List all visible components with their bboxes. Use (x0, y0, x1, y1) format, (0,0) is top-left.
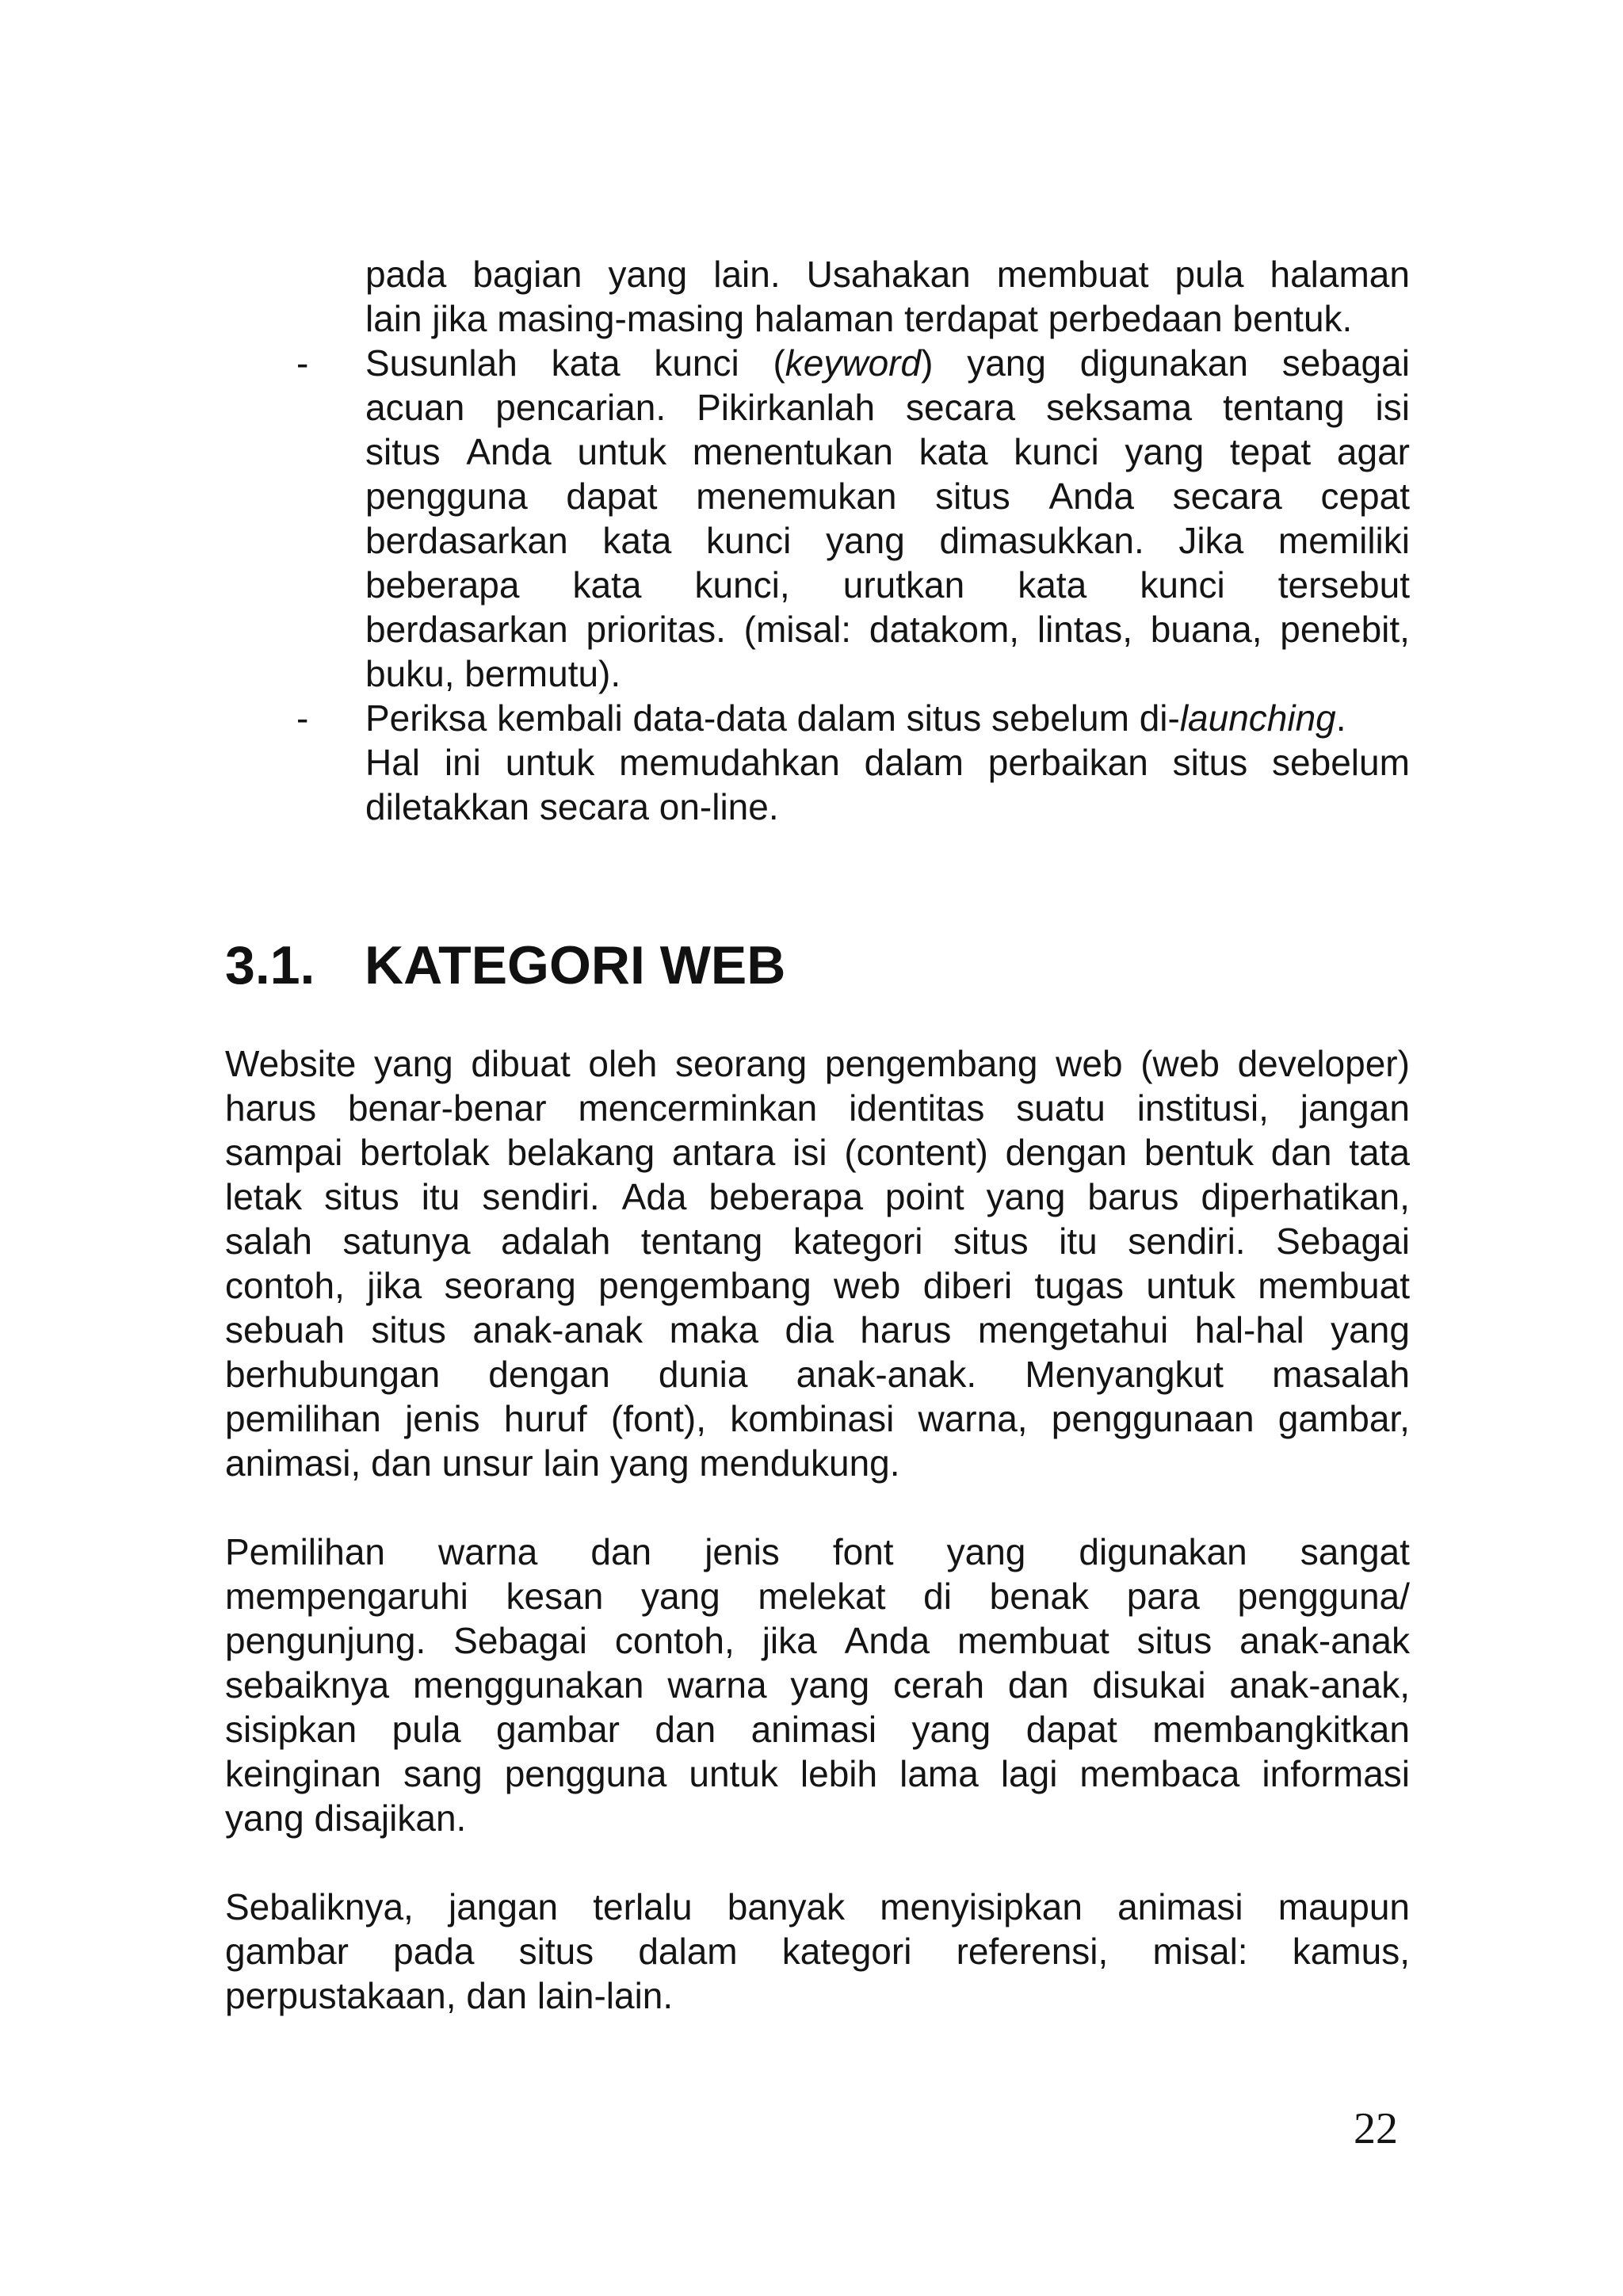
word: Pemilihan (225, 1531, 385, 1572)
word: digunakan (1079, 342, 1249, 384)
word: menyisipkan (880, 1886, 1083, 1927)
word: pada (393, 1931, 475, 1972)
word: berdasarkan (365, 520, 568, 561)
word: dan (590, 1531, 652, 1572)
word: web (1056, 1043, 1123, 1084)
word: kategori (792, 1221, 923, 1262)
word: anak-anak, (1229, 1664, 1410, 1706)
word: kunci (706, 520, 792, 561)
word: antara (671, 1132, 776, 1173)
word: pengguna (504, 1753, 667, 1794)
word: letak (225, 1176, 303, 1217)
word: buana, (1150, 609, 1262, 650)
word: isi (1375, 387, 1410, 428)
word: adalah (501, 1221, 611, 1262)
word: menggunakan (412, 1664, 644, 1706)
word: warna (438, 1531, 538, 1572)
word: anak-anak (1239, 1620, 1410, 1661)
word: dan (655, 1709, 716, 1750)
paragraph-line (225, 1263, 1410, 1308)
word: seksama (1046, 387, 1193, 428)
word: pemilihan (225, 1398, 381, 1439)
page-number: 22 (1354, 2104, 1398, 2153)
paragraph-line (225, 1530, 1410, 1574)
word: Pikirkanlah (697, 387, 876, 428)
word: Usahakan (806, 254, 971, 295)
bullet-line: diletakkan secara on-line. (365, 786, 779, 827)
word: maka (669, 1309, 759, 1350)
word: situs (1172, 742, 1248, 783)
word: huruf (503, 1398, 587, 1439)
word: secara (1172, 476, 1282, 517)
word: melekat (758, 1576, 886, 1617)
word: prioritas. (586, 609, 726, 650)
paragraph-line (225, 1219, 1410, 1263)
word: urutkan (842, 564, 965, 606)
word: informasi (1262, 1753, 1410, 1794)
word: (font), (610, 1398, 707, 1439)
word: yang (946, 1531, 1026, 1572)
word: sebelum (1272, 742, 1410, 783)
word: kategori (781, 1931, 912, 1972)
paragraph-line (225, 1352, 1410, 1396)
word: secara (906, 387, 1016, 428)
word: bentuk (1144, 1132, 1254, 1173)
word: benak (989, 1576, 1090, 1617)
word: benar-benar (347, 1087, 547, 1129)
word: developer) (1237, 1043, 1410, 1084)
word: jangan (1300, 1087, 1410, 1129)
word: animasi (750, 1709, 877, 1750)
bullet-line (365, 474, 1410, 518)
word: kata (1018, 564, 1087, 606)
word: anak-anak (472, 1309, 643, 1350)
word: institusi, (1136, 1087, 1269, 1129)
word: sampai (225, 1132, 343, 1173)
paragraph-line (225, 1396, 1410, 1441)
word: lagi (1000, 1753, 1058, 1794)
word: ini (444, 742, 481, 783)
word: untuk (577, 431, 666, 472)
section-title: KATEGORI WEB (365, 935, 786, 995)
word: beberapa (708, 1176, 863, 1217)
word: jenis (405, 1398, 480, 1439)
word: penebit, (1280, 609, 1410, 650)
word: kunci, (694, 564, 790, 606)
word: kata (918, 431, 988, 472)
word: Anda (1048, 476, 1134, 517)
word: Website (225, 1043, 357, 1084)
word: agar (1336, 431, 1410, 472)
word: kunci (1014, 431, 1099, 472)
word: bagian (472, 254, 582, 295)
word: kata (602, 520, 672, 561)
word: pengguna/ (1237, 1576, 1410, 1617)
word: Susunlah (365, 342, 517, 384)
bullet-line (365, 518, 1410, 563)
word: barus (1087, 1176, 1179, 1217)
word: penggunaan (1051, 1398, 1254, 1439)
bullet-continuation-line: lain jika masing-masing halaman terdapat perbedaan bentuk. (365, 298, 1353, 339)
word: pencarian. (495, 387, 666, 428)
word: tentang (1223, 387, 1345, 428)
word: pula (391, 1709, 461, 1750)
word: situs (371, 1309, 446, 1350)
word: hal-hal (1194, 1309, 1304, 1350)
word: yang (911, 1709, 991, 1750)
word: Menyangkut (1025, 1354, 1224, 1395)
word: terlalu (593, 1886, 693, 1927)
word: lama (899, 1753, 979, 1794)
bullet-line (365, 740, 1410, 785)
word: gambar (225, 1931, 349, 1972)
word: contoh, (225, 1265, 345, 1306)
word: pengembang (598, 1265, 812, 1306)
word: memudahkan (619, 742, 840, 783)
word: Sebagai (1276, 1221, 1410, 1262)
word: yang (640, 1576, 720, 1617)
word: web (834, 1265, 901, 1306)
word: harus (225, 1087, 317, 1129)
word: di (923, 1576, 952, 1617)
word: situs (1136, 1620, 1212, 1661)
word: referensi, (956, 1931, 1109, 1972)
word: tentang (640, 1221, 763, 1262)
word: suatu (1016, 1087, 1106, 1129)
word: salah (225, 1221, 312, 1262)
word: untuk (1146, 1265, 1235, 1306)
paragraph-line (225, 1086, 1410, 1130)
word: mempengaruhi (225, 1576, 468, 1617)
paragraph-line (225, 1929, 1410, 1973)
word: lebih (800, 1753, 878, 1794)
word: berdasarkan (365, 609, 568, 650)
word: pada (365, 254, 447, 295)
word: keinginan (225, 1753, 381, 1794)
word: jika (762, 1620, 817, 1661)
word: dan (1270, 1132, 1332, 1173)
word: membuat (957, 1620, 1109, 1661)
word: datakom, (869, 609, 1020, 650)
word: berhubungan (225, 1354, 441, 1395)
word: jika (367, 1265, 422, 1306)
word: sebuah (225, 1309, 345, 1350)
word: tersebut (1277, 564, 1410, 606)
section-heading (225, 934, 785, 997)
word: dimasukkan. (939, 520, 1144, 561)
word: misal: (1152, 1931, 1248, 1972)
word: dan (1007, 1664, 1069, 1706)
word: acuan (365, 387, 465, 428)
paragraph-line (225, 1175, 1410, 1219)
paragraph-line: perpustakaan, dan lain-lain. (225, 1975, 674, 2016)
word: sangat (1300, 1531, 1410, 1572)
paragraph-line: yang disajikan. (225, 1797, 467, 1839)
word: yang (1125, 431, 1205, 472)
word: situs (324, 1176, 399, 1217)
word: diperhatikan, (1201, 1176, 1410, 1217)
word: dengan (488, 1354, 610, 1395)
word: gambar (496, 1709, 620, 1750)
word: (web (1140, 1043, 1220, 1084)
word: dapat (1025, 1709, 1117, 1750)
word: lintas, (1037, 609, 1133, 650)
word: identitas (849, 1087, 985, 1129)
word: (misal: (743, 609, 852, 650)
bullet-line (365, 607, 1410, 651)
bullet-marker: - (296, 342, 309, 384)
word: dengan (1005, 1132, 1128, 1173)
word: diberi (922, 1265, 1013, 1306)
word: digunakan (1079, 1531, 1247, 1572)
word: kamus, (1292, 1931, 1410, 1972)
word: sebaiknya (225, 1664, 390, 1706)
word: situs (365, 431, 441, 472)
word: belakang (506, 1132, 655, 1173)
word: yang (608, 254, 688, 295)
word: banyak (727, 1886, 846, 1927)
word: jangan (448, 1886, 559, 1927)
word: sebagai (1281, 342, 1410, 384)
word: mengetahui (977, 1309, 1169, 1350)
word: situs (935, 476, 1010, 517)
word: menentukan (692, 431, 893, 472)
word: pengunjung. (225, 1620, 426, 1661)
paragraph-line (225, 1130, 1410, 1175)
word: disukai (1092, 1664, 1206, 1706)
word: yang (1331, 1309, 1410, 1350)
word: cerah (892, 1664, 985, 1706)
word: yang (790, 1664, 870, 1706)
word: Sebagai (453, 1620, 587, 1661)
word: Jika (1178, 520, 1244, 561)
word: kata (551, 342, 621, 384)
word: itu (1059, 1221, 1098, 1262)
paragraph-line (225, 1707, 1410, 1752)
bullet-marker: - (296, 697, 309, 739)
word: point (884, 1176, 964, 1217)
word: sendiri. (1128, 1221, 1246, 1262)
word: itu (421, 1176, 460, 1217)
word: dunia (658, 1354, 748, 1395)
word: kunci (654, 342, 739, 384)
word: harus (860, 1309, 952, 1350)
word: anak-anak. (796, 1354, 977, 1395)
word: membaca (1079, 1753, 1240, 1794)
word: yang (986, 1176, 1066, 1217)
paragraph-line (225, 1041, 1410, 1086)
word: kesan (506, 1576, 604, 1617)
word: animasi (1117, 1886, 1243, 1927)
word: jenis (705, 1531, 780, 1572)
word: beberapa (365, 564, 520, 606)
word: masalah (1272, 1354, 1410, 1395)
paragraph-line (225, 1752, 1410, 1796)
word: bertolak (360, 1132, 490, 1173)
word: menemukan (696, 476, 897, 517)
paragraph-line (225, 1308, 1410, 1352)
word: maupun (1277, 1886, 1410, 1927)
word: Anda (466, 431, 552, 472)
word: (keyword) (773, 342, 934, 384)
word: warna (667, 1664, 767, 1706)
word: lain. (713, 254, 781, 295)
word: membuat (996, 254, 1149, 295)
bullet-line (365, 563, 1410, 607)
bullet-line (365, 430, 1410, 474)
word: Ada (621, 1176, 687, 1217)
word: kombinasi (730, 1398, 895, 1439)
word: warna, (918, 1398, 1028, 1439)
word: yang (967, 342, 1046, 384)
word: oleh (588, 1043, 658, 1084)
bullet-line (365, 385, 1410, 430)
word: seorang (444, 1265, 576, 1306)
word: dalam (864, 742, 964, 783)
word: dia (785, 1309, 834, 1350)
word: halaman (1270, 254, 1410, 295)
word: sendiri. (482, 1176, 600, 1217)
word: sisipkan (225, 1709, 357, 1750)
section-number: 3.1. (225, 935, 315, 995)
paragraph-line (225, 1663, 1410, 1707)
word: membangkitkan (1152, 1709, 1410, 1750)
bullet-line: Periksa kembali data-data dalam situs sebelum di-launching. (365, 697, 1346, 739)
word: situs (518, 1931, 594, 1972)
word: font (832, 1531, 894, 1572)
word: contoh, (614, 1620, 735, 1661)
word: perbaikan (987, 742, 1148, 783)
paragraph-line (225, 1574, 1410, 1618)
word: yang (826, 520, 905, 561)
word: Sebaliknya, (225, 1886, 414, 1927)
word: untuk (505, 742, 595, 783)
word: Hal (365, 742, 421, 783)
word: (content) (844, 1132, 988, 1173)
word: yang (374, 1043, 453, 1084)
paragraph-line (225, 1618, 1410, 1663)
word: isi (792, 1132, 827, 1173)
word: membuat (1258, 1265, 1410, 1306)
word: situs (953, 1221, 1029, 1262)
word: pengguna (365, 476, 528, 517)
word: para (1126, 1576, 1200, 1617)
word: seorang (675, 1043, 808, 1084)
word: dalam (638, 1931, 738, 1972)
word: memiliki (1277, 520, 1410, 561)
word: sang (403, 1753, 483, 1794)
word: cepat (1320, 476, 1410, 517)
word: pula (1174, 254, 1244, 295)
word: Anda (844, 1620, 930, 1661)
bullet-continuation-line (365, 252, 1410, 296)
word: untuk (689, 1753, 778, 1794)
word: satunya (342, 1221, 471, 1262)
word: dibuat (471, 1043, 571, 1084)
word: gambar, (1277, 1398, 1410, 1439)
bullet-line (365, 341, 1410, 385)
word: dapat (566, 476, 658, 517)
word: mencerminkan (578, 1087, 818, 1129)
bullet-line: buku, bermutu). (365, 653, 621, 694)
word: pengembang (824, 1043, 1038, 1084)
word: tugas (1034, 1265, 1125, 1306)
paragraph-line (225, 1885, 1410, 1929)
word: kunci (1140, 564, 1225, 606)
word: kata (572, 564, 642, 606)
paragraph-line: animasi, dan unsur lain yang mendukung. (225, 1442, 900, 1484)
word: tepat (1229, 431, 1312, 472)
word: tata (1349, 1132, 1410, 1173)
